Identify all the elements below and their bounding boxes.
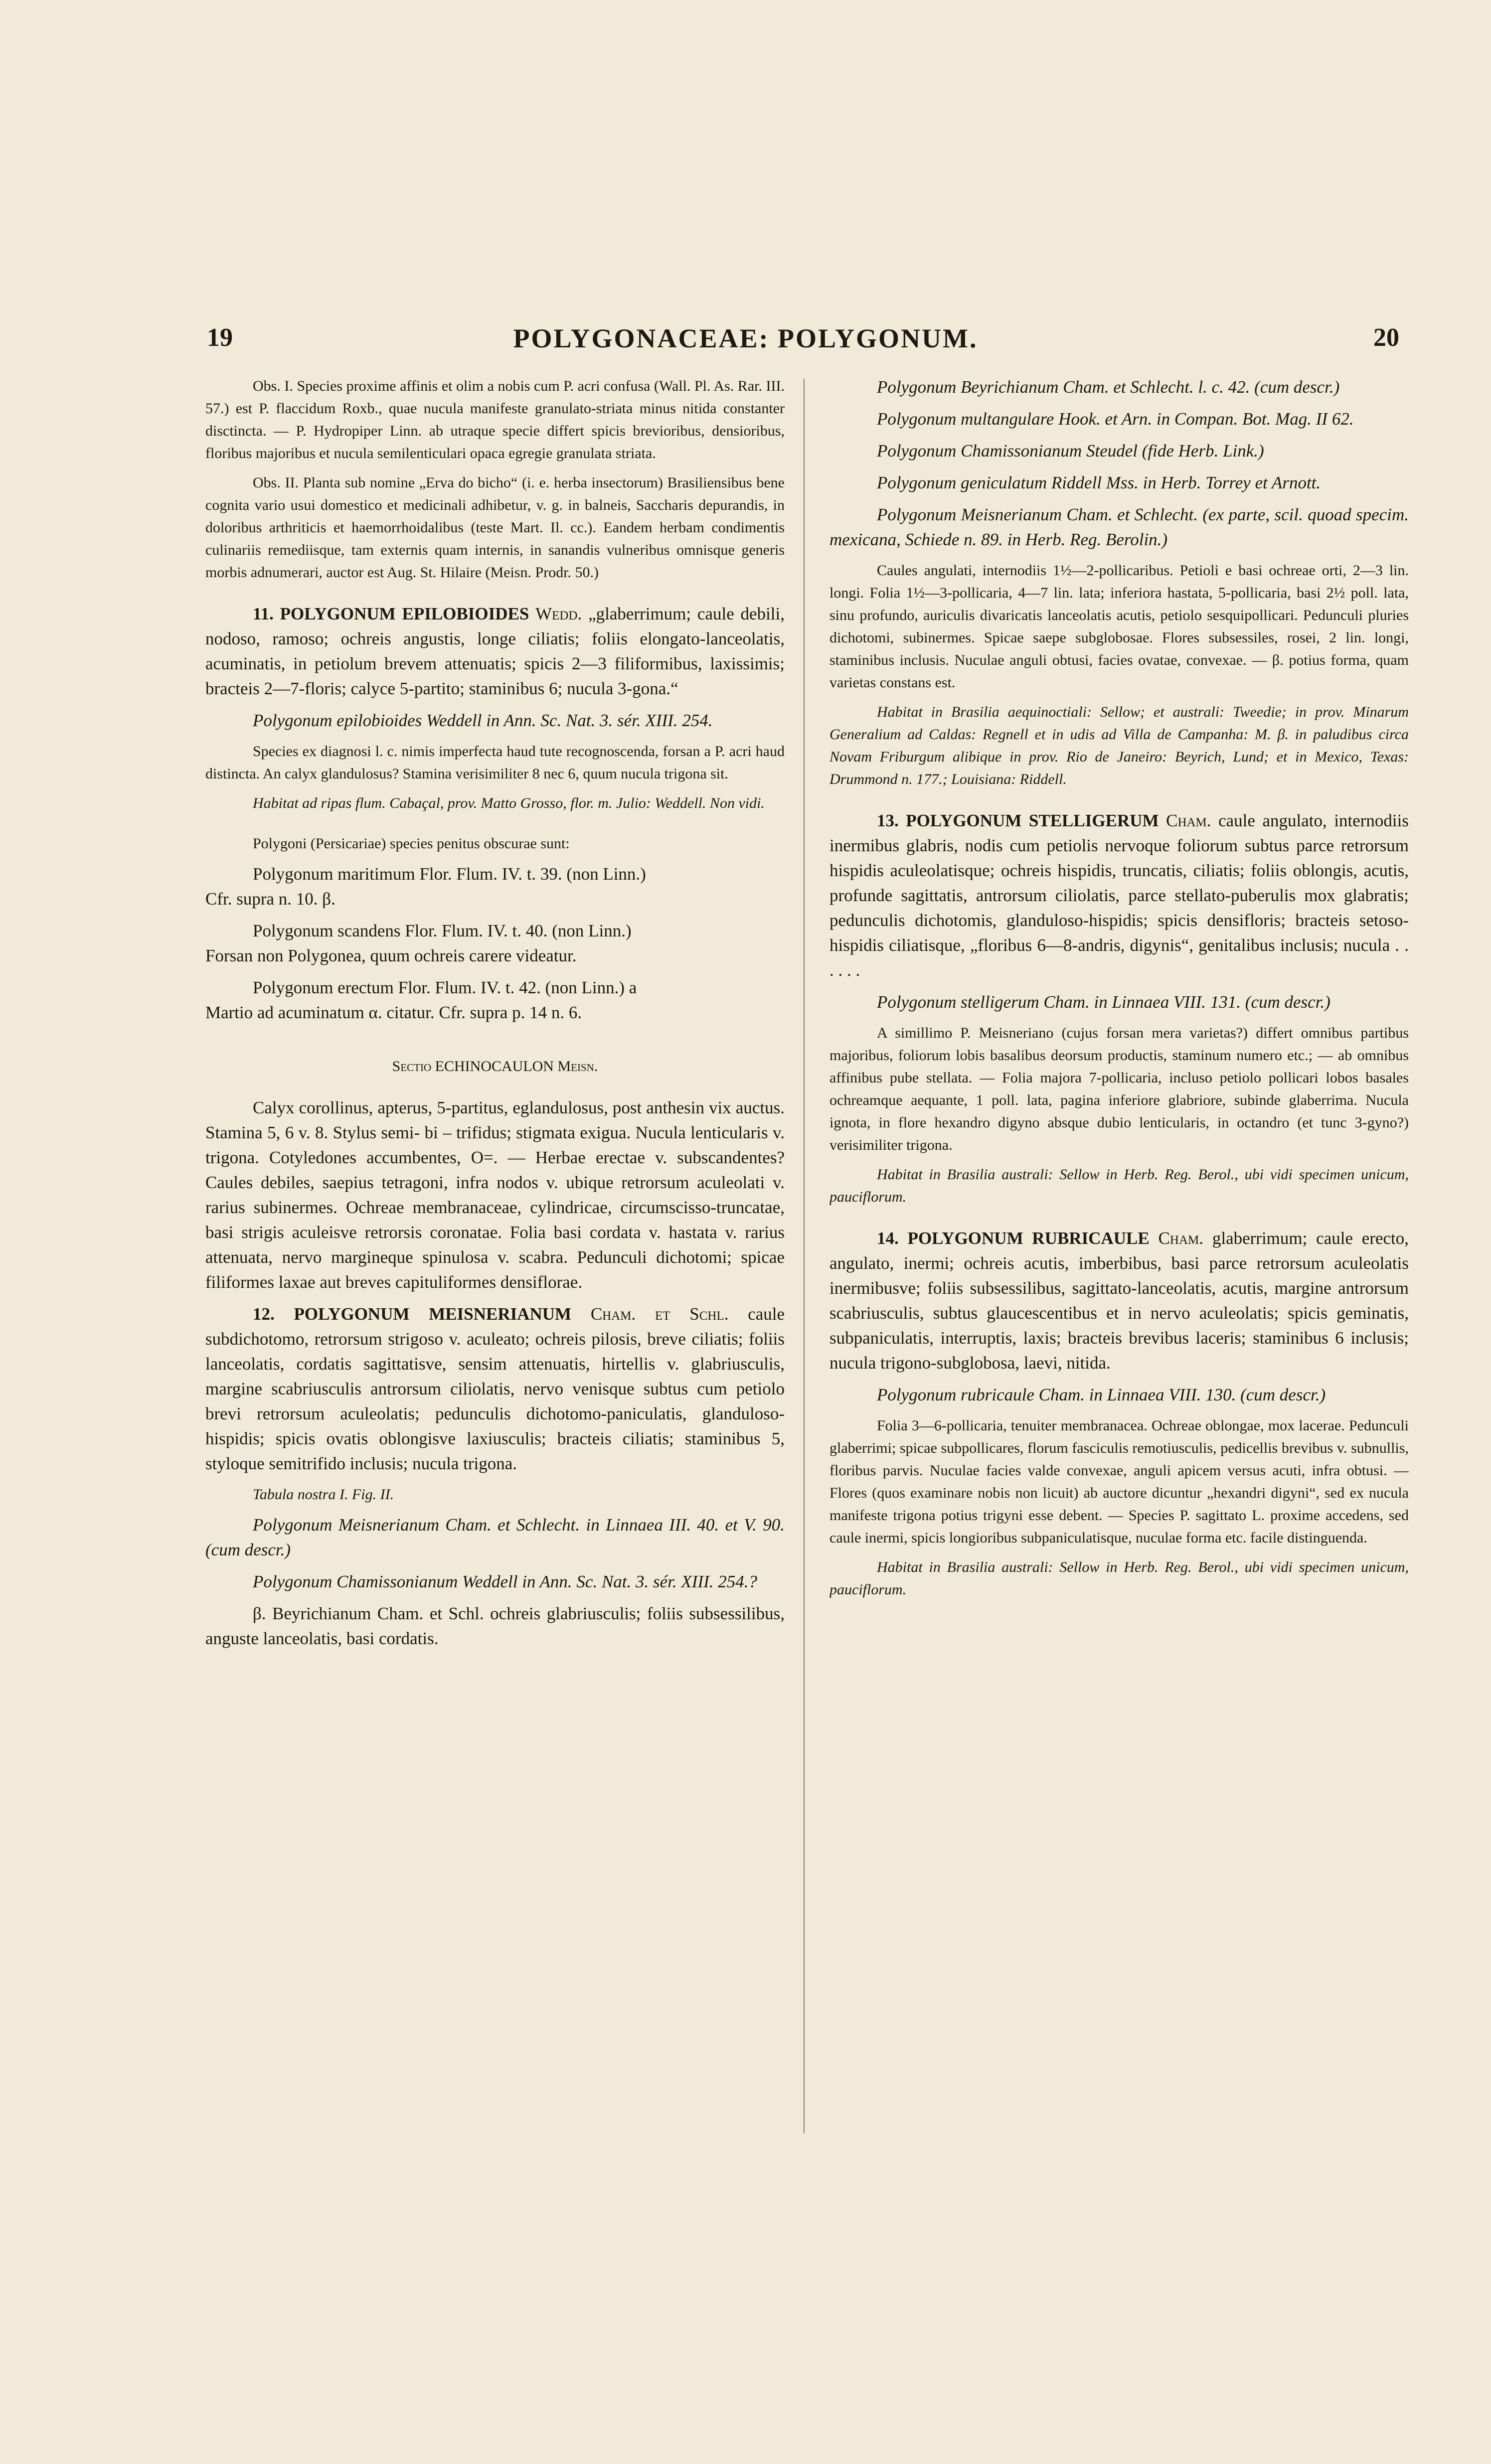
species-11-reference: Polygonum epilobioides Weddell in Ann. Sc. Nat. 3. sér. XIII. 254.	[253, 711, 713, 730]
right-reference-2: Polygonum multangulare Hook. et Arn. in Compan. Bot. Mag. II 62.	[877, 409, 1354, 429]
species-13-heading: 13. POLYGONUM STELLIGERUM	[877, 811, 1159, 830]
species-11-text: „glaberrimum; caule debili, nodoso, ramoso; ochreis angustis, longe ciliatis; foliis elongato-lanceolatis, acuminatis, in petiolum brevem attenuatis; spicis 2—3 filiformibus, laxissimis; bracteis 2—7-floris; calyce 5-partito; staminibus 6; nucula 3-gona.“	[205, 604, 785, 698]
species-14-habitat: Habitat in Brasilia australi: Sellow in Herb. Reg. Berol., ubi vidi specimen unicum, pauciflorum.	[829, 1559, 1409, 1598]
section-heading: Sectio ECHINOCAULON Meisn.	[392, 1058, 598, 1075]
species-14-text: glaberrimum; caule erecto, angulato, inermi; ochreis acutis, imberbibus, basi parce retrorsum aculeolatis inermibusve; foliis subsessilibus, sagittato-lanceolatis, acutis, margine antrorsum scabriusculis, subtus glaucescentibus et in nervo aculeolatis; spicis geminatis, subpaniculatis, interruptis, laxis; bracteis brevibus laceris; staminibus 6 inclusis; nucula trigono-subglobosa, laevi, nitida.	[829, 1229, 1409, 1373]
species-12-description: Caules angulati, internodiis 1½—2-pollicaribus. Petioli e basi ochreae orti, 2—3 lin. longi. Folia 1½—3-pollicaria, 4—7 lin. lata; inferiora hastata, 5-pollicaria, basi 2½ poll. lata, sinu profundo, auriculis divaricatis lanceolatis acutis, petiolo sesquipollicari. Pedunculi pluries dichotomi, subinermes. Spicae saepe subglobosae. Flores subsessiles, rosei, 2 lin. longi, staminibus inclusis. Nuculae anguli obtusi, facies ovatae, convexae. — β. potius forma, quam varietas constans est.	[829, 562, 1409, 691]
obscure-maritimum: Polygonum maritimum Flor. Flum. IV. t. 39. (non Linn.)	[253, 864, 646, 884]
obscure-maritimum-note: Cfr. supra n. 10. β.	[205, 889, 335, 909]
species-12-author: Cham. et Schl.	[590, 1304, 729, 1324]
obscure-scandens-note: Forsan non Polygonea, quum ochreis carere videatur.	[205, 946, 577, 965]
species-12-text: caule subdichotomo, retrorsum strigoso v. aculeato; ochreis pilosis, breve ciliatis; foliis lanceolatis, cordatis sagittatisve, sensim attenuatis, hirtellis v. glabriusculis, margine scabriusculis antrorsum ciliolatis, nervo venisque subtus cum petiolo brevi retrorsum aculeolatis; pedunculis dichotomo-paniculatis, glanduloso-hispidis; spicis ovatis oblongisve laxiusculis; bracteis ciliatis; staminibus 5, styloque semitrifido inclusis; nucula trigona.	[205, 1304, 785, 1473]
section-description: Calyx corollinus, apterus, 5-partitus, eglandulosus, post anthesin vix auctus. Stamina 5, 6 v. 8. Stylus semi- bi – trifidus; stigmata exigua. Nucula lenticularis v. trigona. Cotyledones accumbentes, O=. — Herbae erectae v. subscandentes? Caules debiles, saepius tetragoni, infra nodos v. ubique retrorsum aculeolati v. rarius subinermes. Ochreae membranaceae, cylindricae, circumscisso-truncatae, basi strigis aculeisve retrorsis coronatae. Folia basi cordata v. hastata v. rarius attenuata, nervo margineque spinulosa v. scabra. Pedunculi dichotomi; spicae filiformes laxae aut breves capituliformes densiflorae.	[205, 1098, 785, 1292]
species-13-author: Cham.	[1166, 811, 1211, 830]
page-header	[0, 323, 1491, 363]
page-number-right: 20	[1373, 323, 1399, 352]
obscure-species-intro: Polygoni (Persicariae) species penitus obscurae sunt:	[253, 835, 570, 852]
obscure-scandens: Polygonum scandens Flor. Flum. IV. t. 40. (non Linn.)	[253, 921, 632, 940]
species-13-text: caule angulato, internodiis inermibus glabris, nodis cum petiolis nervoque foliorum subtus parce retrorsum hispidis aculeolatisque; ochreis hispidis, truncatis, ciliatis; foliis oblongis, acutis, profunde sagittatis, antrorsum ciliolatis, parce stellato-puberulis mox glabratis; pedunculis dichotomis, glanduloso-hispidis; spicis densifloris; bracteis setoso-hispidis ciliatisque, „floribus 6—8-andris, digynis“, genitalibus inclusis; nucula . . . . . .	[829, 811, 1409, 980]
species-11-diagnosis	[205, 602, 785, 701]
species-12-variety-beta: β. Beyrichianum Cham. et Schl. ochreis glabriusculis; foliis subsessilibus, anguste lanceolatis, basi cordatis.	[205, 1604, 785, 1648]
right-reference-5: Polygonum Meisnerianum Cham. et Schlecht. (ex parte, scil. quoad specim. mexicana, Schiede n. 89. in Herb. Reg. Berolin.)	[829, 505, 1409, 549]
observation-2: Obs. II. Planta sub nomine „Erva do bicho“ (i. e. herba insectorum) Brasiliensibus bene cognita vario usui domestico et medicinali adhibetur, v. g. in balneis, Saccharis depurandis, in doloribus arthriticis et haemorrhoidalibus (teste Mart. Il. cc.). Eandem herbam condimentis culinariis remediisque, tam externis quam internis, in sanandis vulneribus omnisque generis morbis adnumerari, auctor est Aug. St. Hilaire (Meisn. Prodr. 50.)	[205, 474, 785, 581]
column-divider	[804, 379, 805, 2133]
species-14-diagnosis	[829, 1226, 1409, 1376]
species-14-reference: Polygonum rubricaule Cham. in Linnaea VIII. 130. (cum descr.)	[877, 1385, 1326, 1404]
species-12-plate: Tabula nostra I. Fig. II.	[253, 1486, 394, 1503]
running-title: POLYGONACEAE: POLYGONUM.	[513, 323, 978, 353]
species-12-habitat: Habitat in Brasilia aequinoctiali: Sellow; et australi: Tweedie; in prov. Minarum Generalium ad Caldas: Regnell et in udis ad Villa de Campanha: M. β. in paludibus circa Novam Friburgum alibique in prov. Rio de Janeiro: Beyrich, Lund; et in Mexico, Texas: Drummond n. 177.; Louisiana: Riddell.	[829, 704, 1409, 787]
species-12-heading: 12. POLYGONUM MEISNERIANUM	[253, 1304, 572, 1324]
species-11-author: Wedd.	[535, 604, 582, 623]
species-14-author: Cham.	[1158, 1229, 1204, 1248]
species-13-reference: Polygonum stelligerum Cham. in Linnaea VIII. 131. (cum descr.)	[877, 992, 1330, 1012]
species-14-note: Folia 3—6-pollicaria, tenuiter membranacea. Ochreae oblongae, mox lacerae. Pedunculi glaberrimi; spicae subpollicares, florum fasciculis remotiusculis, pedicellis brevibus v. subnullis, floribus parvis. Nuculae facies valde convexae, anguli apicem versus acuti, infra obtusi. — Flores (quos examinare nobis non licuit) ab auctore dicuntur „hexandri digyni“, sed ex nucula manifeste trigona potius trigyni esse debent. — Species P. sagittato L. proxime accedens, sed caule inermi, spicis longioribus subpaniculatisque, nuculae forma etc. facile distinguenda.	[829, 1417, 1409, 1546]
observation-1: Obs. I. Species proxime affinis et olim a nobis cum P. acri confusa (Wall. Pl. As. Rar. III. 57.) est P. flaccidum Roxb., quae nucula manifeste granulato-striata minus nitida constanter disctincta. — P. Hydropiper Linn. ab utraque specie differt spicis brevioribus, densioribus, floribus majoribus et nucula semilenticulari opaca egregie granulata striata.	[205, 378, 785, 462]
right-reference-3: Polygonum Chamissonianum Steudel (fide Herb. Link.)	[877, 441, 1264, 461]
left-column	[205, 375, 785, 2443]
species-14-heading: 14. POLYGONUM RUBRICAULE	[877, 1229, 1150, 1248]
right-reference-1: Polygonum Beyrichianum Cham. et Schlecht. l. c. 42. (cum descr.)	[877, 377, 1340, 397]
species-13-note: A simillimo P. Meisneriano (cujus forsan mera varietas?) differt omnibus partibus majoribus, foliorum lobis basalibus deorsum productis, staminum numero etc.; — ab omnibus affinibus pube stellata. — Folia majora 7-pollicaria, incluso petiolo pollicari lobos basales ochreamque aequante, 1 poll. lata, pagina inferiore glabriore, subinde glaberrima. Nucula ignota, in flore hexandro digyno absque dubio lenticularis, in octandro (et tunc 3-gyno?) verisimiliter trigona.	[829, 1025, 1409, 1153]
right-reference-4: Polygonum geniculatum Riddell Mss. in Herb. Torrey et Arnott.	[877, 473, 1321, 492]
right-column	[829, 375, 1409, 2443]
species-13-habitat: Habitat in Brasilia australi: Sellow in Herb. Reg. Berol., ubi vidi specimen unicum, pauciflorum.	[829, 1166, 1409, 1205]
species-11-note: Species ex diagnosi l. c. nimis imperfecta haud tute recognoscenda, forsan a P. acri haud distincta. An calyx glandulosus? Stamina verisimiliter 8 nec 6, quum nucula trigona sit.	[205, 743, 785, 782]
obscure-erectum-note: Martio ad acuminatum α. citatur. Cfr. supra p. 14 n. 6.	[205, 1003, 582, 1022]
species-13-diagnosis	[829, 808, 1409, 983]
obscure-erectum: Polygonum erectum Flor. Flum. IV. t. 42. (non Linn.) a	[253, 978, 637, 997]
page-number-left: 19	[207, 323, 233, 352]
species-12-reference-1: Polygonum Meisnerianum Cham. et Schlecht. in Linnaea III. 40. et V. 90. (cum descr.)	[205, 1515, 785, 1559]
species-12-reference-2: Polygonum Chamissonianum Weddell in Ann. Sc. Nat. 3. sér. XIII. 254.?	[253, 1572, 758, 1591]
species-11-heading: 11. POLYGONUM EPILOBIOIDES	[253, 604, 529, 623]
species-12-diagnosis	[205, 1302, 785, 1476]
species-11-habitat: Habitat ad ripas flum. Cabaçal, prov. Matto Grosso, flor. m. Julio: Weddell. Non vidi.	[253, 795, 765, 811]
